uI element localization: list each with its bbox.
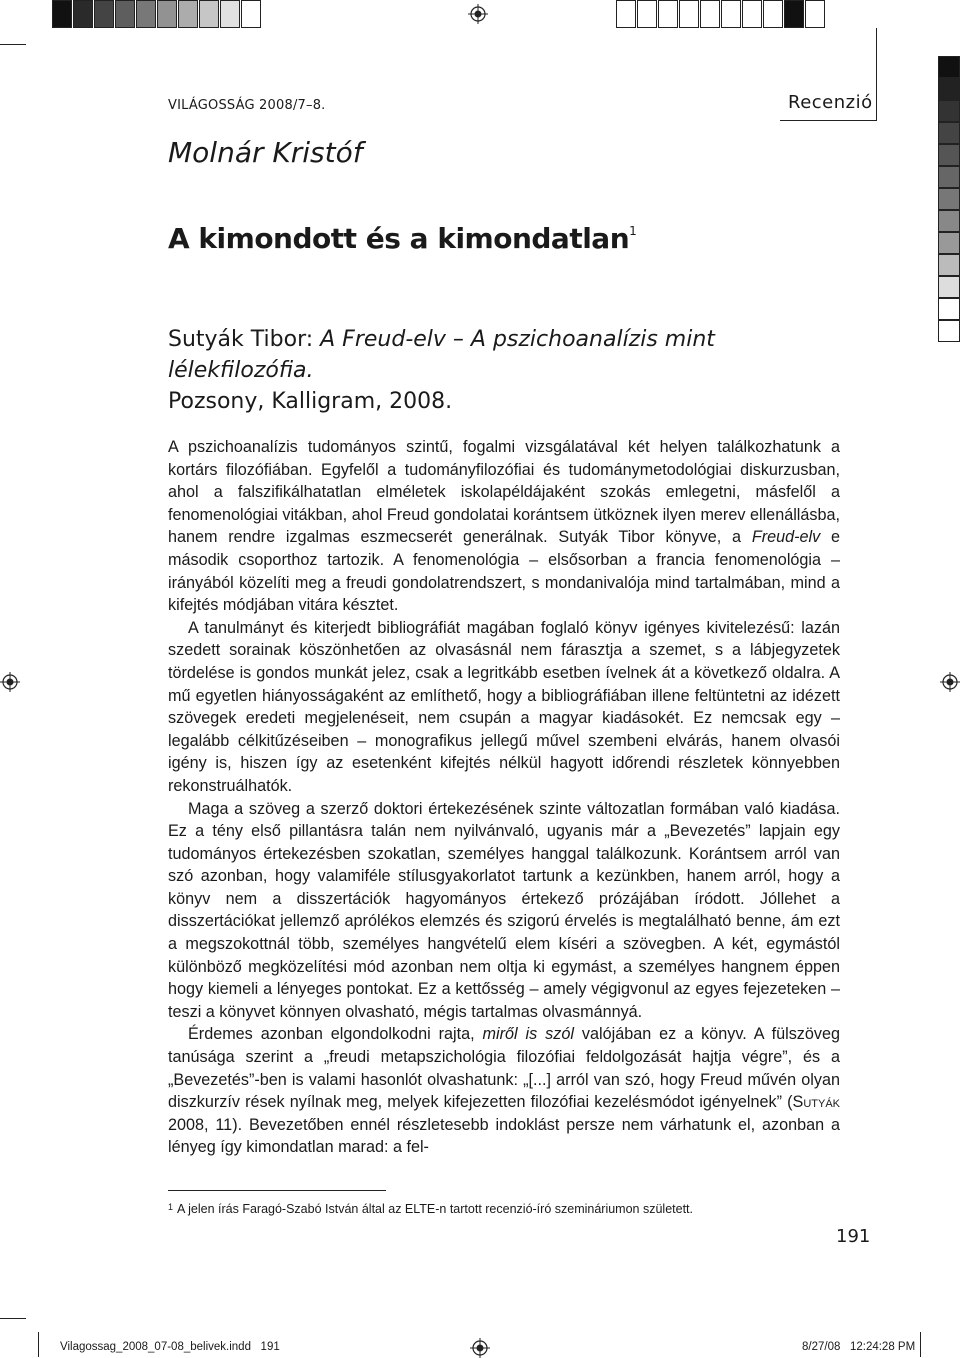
crop-mark (920, 1332, 921, 1357)
color-swatch (115, 0, 135, 28)
paragraph: A tanulmányt és kiterjedt bibliográfiát magában foglaló könyv igényes kivitelezésű: lazán szedett sorainak köszönhetően az olvasásnál nem fárasztja a szemet, s a lábjegyzetek tördelése is gondos munkát jelez, csak a legritkább esetben ívelnek át a következő oldalra. A mű egyetlen hiányosságaként az említhető, hogy a bibliográfiában illene feltüntetni az idézett szövegek eredeti megjelenéseit, nem csupán a magyar kiadásokét. Ez nemcsak egy – legalább célkitűzéseiben – monografikus jellegű művel szembeni elvárás, hanem olvasói igény is, hiszen így az esetenként kifejtés nélkül hagyott időrendi részletek könnyebben rekonstruálhatók. (168, 618, 840, 795)
color-swatch (805, 0, 825, 28)
article-body (168, 436, 840, 1159)
color-swatch (199, 0, 219, 28)
color-swatch (938, 254, 960, 276)
header-frame-line (876, 28, 877, 120)
color-swatch (763, 0, 783, 28)
color-swatch (938, 100, 960, 122)
color-swatch (938, 232, 960, 254)
crop-mark (38, 1332, 39, 1357)
article-title-text: A kimondott és a kimondatlan (168, 222, 630, 255)
color-swatch (658, 0, 678, 28)
print-color-bar-left (52, 0, 262, 30)
registration-mark-icon (0, 672, 20, 692)
footnote-mark: 1 (168, 1202, 174, 1212)
color-swatch (938, 298, 960, 320)
print-color-bar-right (616, 0, 826, 30)
registration-mark-icon (468, 4, 488, 24)
print-color-bar-vertical (938, 56, 960, 342)
color-swatch (73, 0, 93, 28)
color-swatch (178, 0, 198, 28)
slug-timestamp: 8/27/08 12:24:28 PM (802, 1341, 916, 1353)
footnote (168, 1200, 693, 1216)
book-author: Sutyák Tibor: (168, 327, 321, 352)
color-swatch (136, 0, 156, 28)
color-swatch (637, 0, 657, 28)
color-swatch (784, 0, 804, 28)
color-swatch (938, 166, 960, 188)
color-swatch (616, 0, 636, 28)
color-swatch (938, 78, 960, 100)
color-swatch (742, 0, 762, 28)
color-swatch (938, 56, 960, 78)
book-publication: Pozsony, Kalligram, 2008. (168, 389, 453, 414)
paragraph: Érdemes azonban elgondolkodni rajta, miről is szól valójában ez a könyv. A fülszöveg tanúsága szerint a „freudi metapszichológia filozófiai feldolgozását hajtja végre”, és a „Bevezetés”-ben is valami hasonlót olvashatunk: „[...] arról van szó, hogy Freud művén olyan diszkurzív rések nyílnak meg, melyek kifejezetten filozófiai kezelésmódot igényelnek” (Sutyák 2008, 11). Bevezetőben ennél részletesebb indoklást persze nem várhatunk el, azonban a lényeg így kimondatlan marad: a fel- (168, 1025, 840, 1157)
paragraph: A pszichoanalízis tudományos szintű, fogalmi vizsgálatával két helyen találkozhatunk a kortárs filozófiában. Egyfelől a tudományfilozófiai és tudománymetodológiai diskurzusban, ahol a falszifikálhatatlan elméletek iskolapéldájaként szokás emlegetni, másfelől a fenomenológiai vitákban, ahol Freud gondolatai korántsem ütköznek ilyen merev ellenállásba, hanem rendre izgalmas eszmecserét generálnak. Sutyák Tibor könyve, a Freud-elv e második csoporthoz tartozik. A fenomenológia – elsősorban a francia fenomenológia – irányából közelíti meg a freudi gondolatrendszert, s mondanivalója mind tartalmában, mind a kifejtés módjában vitára késztet. (168, 438, 840, 615)
color-swatch (938, 188, 960, 210)
color-swatch (52, 0, 72, 28)
footnote-text: A jelen írás Faragó-Szabó István által az ELTE-n tartott recenzió-író szemináriumon született. (177, 1202, 693, 1217)
article-author: Molnár Kristóf (168, 136, 363, 169)
color-swatch (938, 144, 960, 166)
crop-mark (0, 44, 26, 45)
color-swatch (241, 0, 261, 28)
running-header-section: Recenzió (788, 92, 873, 113)
reviewed-book (168, 324, 848, 417)
registration-mark-icon (470, 1338, 490, 1358)
title-footnote-mark: 1 (629, 224, 637, 238)
color-swatch (220, 0, 240, 28)
color-swatch (721, 0, 741, 28)
color-swatch (679, 0, 699, 28)
book-title: A Freud-elv – A pszichoanalízis mint lélekfilozófia. (168, 327, 715, 383)
footnote-rule (168, 1190, 386, 1191)
header-frame-line (780, 120, 877, 121)
color-swatch (157, 0, 177, 28)
color-swatch (938, 276, 960, 298)
slug-filename: Vilagossag_2008_07-08_belivek.indd 191 (60, 1341, 280, 1353)
color-swatch (938, 320, 960, 342)
color-swatch (938, 122, 960, 144)
color-swatch (938, 210, 960, 232)
registration-mark-icon (940, 672, 960, 692)
color-swatch (94, 0, 114, 28)
color-swatch (700, 0, 720, 28)
page-number: 191 (836, 1226, 871, 1247)
paragraph: Maga a szöveg a szerző doktori értekezésének szinte változatlan formában való kiadása. Ez a tény első pillantásra talán nem nyilvánvaló, ugyanis már a „Bevezetés” lapjain egy tudományos értekezésben szokatlan, személyes hanggal találkozunk. Korántsem arról van szó azonban, hogy valamiféle stílusgyakorlatot tartunk a kezünkben, hanem arról, hogy a könyv nem a disszertációk hagyományos értekező prózájában íródott. Jóllehet a disszertációkat jellemző aprólékos elemzés és szigorú érvelés is megtalálható benne, ám ezt a megszokottnál több, személyes hangvételű elem kíséri a szövegben. A két, egymástól különböző megközelítési mód azonban nem oltja ki egymást, a személyes hangnem éppen hogy kiemeli a lényeges pontokat. Ez a kettősség – amely végigvonul az egyes fejezeteken – teszi a könyvet könnyen olvasható, mégis tartalmas olvasmánnyá. (168, 799, 840, 1021)
running-header-journal: VILÁGOSSÁG 2008/7–8. (168, 98, 326, 113)
article-title (168, 222, 636, 255)
crop-mark (0, 1318, 26, 1319)
